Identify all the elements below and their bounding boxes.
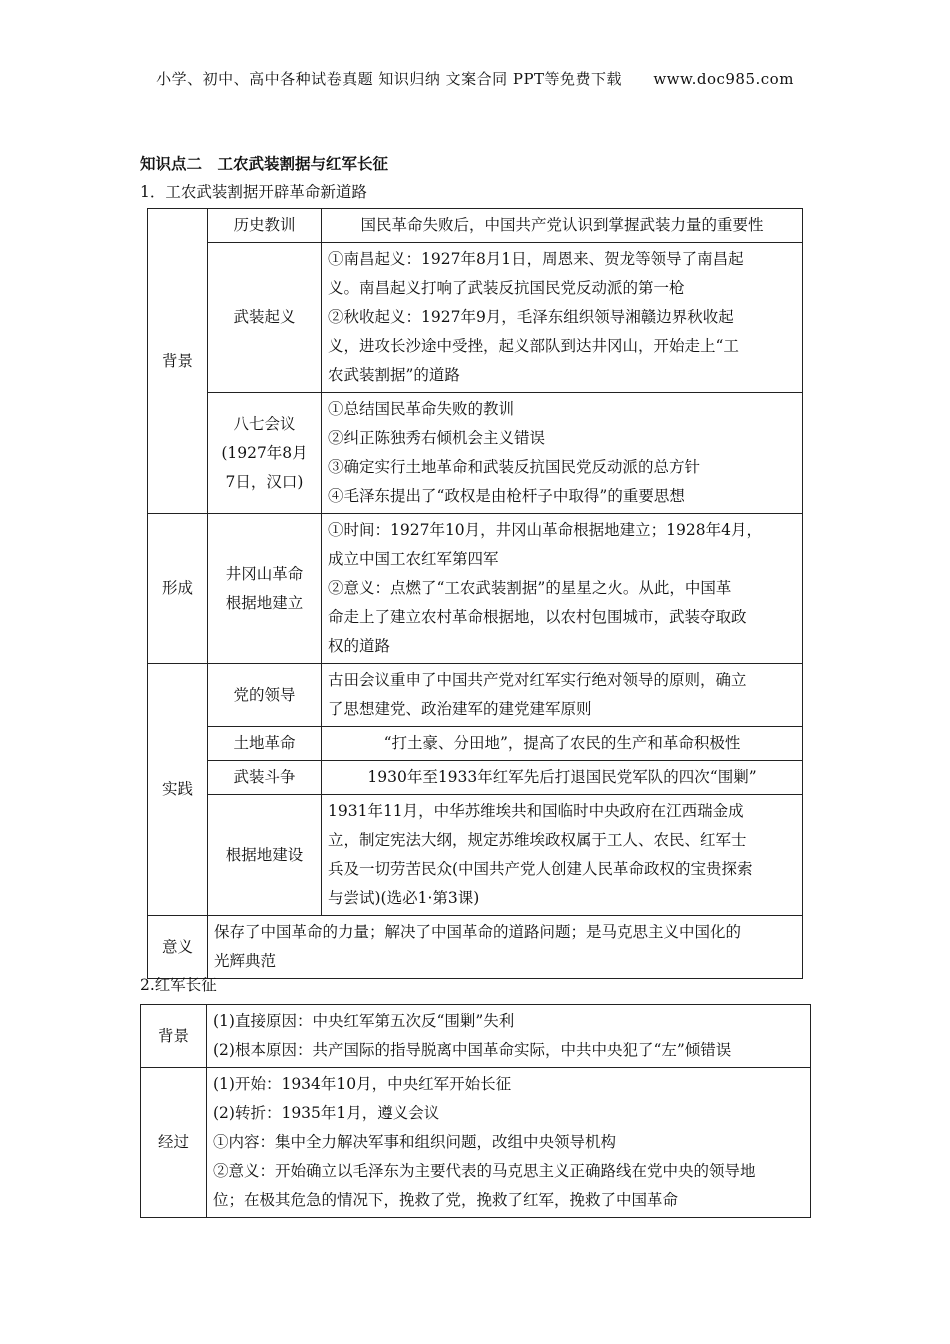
meeting-text [322,393,803,514]
text-line: 农武装割据”的道路 [328,366,460,384]
text-line: 1931年11月，中华苏维埃共和国临时中央政府在江西瑞金成 [328,802,744,820]
significance-text [208,916,803,979]
sub-base-building: 根据地建设 [208,795,322,916]
text-line: 根据地建立 [225,593,304,612]
table-armed-separatism [147,208,803,979]
text-line: 八七会议 [233,414,296,433]
base-text [322,795,803,916]
text-line: 位；在极其危急的情况下，挽救了党，挽救了红军，挽救了中国革命 [213,1191,679,1209]
text-line: ②意义：点燃了“工农武装割据”的星星之火。从此，中国革 [328,579,732,597]
text-line: 7日，汉口) [225,472,304,491]
part1-title: 1．工农武装割据开辟革命新道路 [140,183,367,201]
text-line: 兵及一切劳苦民众(中国共产党人创建人民革命政权的宝贵探索 [328,860,753,878]
lesson-text: 国民革命失败后，中国共产党认识到掌握武装力量的重要性 [322,209,803,243]
text-line: ②意义：开始确立以毛泽东为主要代表的马克思主义正确路线在党中央的领导地 [213,1162,756,1180]
table-row [148,664,803,727]
part2-title: 2.红军长征 [140,976,217,994]
sub-land-revolution: 土地革命 [208,727,322,761]
text-line: 保存了中国革命的力量；解决了中国革命的道路问题；是马克思主义中国化的 [214,923,742,941]
text-line: ①南昌起义：1927年8月1日，周恩来、贺龙等领导了南昌起 [328,250,744,268]
text-line: ③确定实行土地革命和武装反抗国民党反动派的总方针 [328,458,701,476]
table-row [148,514,803,664]
formation-text [322,514,803,664]
section-title: 知识点二 工农武装割据与红军长征 [140,154,389,173]
table-row [148,761,803,795]
category-process: 经过 [141,1068,207,1218]
text-line: (1)直接原因：中央红军第五次反“围剿”失利 [213,1012,515,1030]
table-row [141,1068,811,1218]
text-line: ①总结国民革命失败的教训 [328,400,515,418]
category-practice: 实践 [148,664,208,916]
sub-lesson: 历史教训 [208,209,322,243]
text-line: 成立中国工农红军第四军 [328,550,499,568]
category-significance: 意义 [148,916,208,979]
text-line: 古田会议重申了中国共产党对红军实行绝对领导的原则，确立 [328,671,747,689]
category-background: 背景 [148,209,208,514]
text-line: 了思想建党、政治建军的建党建军原则 [328,700,592,718]
text-line: 义。南昌起义打响了武装反抗国民党反动派的第一枪 [328,279,685,297]
text-line: (1927年8月 [221,443,308,462]
text-line: 立，制定宪法大纲，规定苏维埃政权属于工人、农民、红军士 [328,831,747,849]
sub-party-leadership: 党的领导 [208,664,322,727]
long-march-background-text [207,1005,811,1068]
table-row [148,243,803,393]
text-line: (2)根本原因：共产国际的指导脱离中国革命实际，中共中央犯了“左”倾错误 [213,1041,732,1059]
table-row [148,916,803,979]
sub-august7-meeting [208,393,322,514]
long-march-process-text [207,1068,811,1218]
text-line: ①内容：集中全力解决军事和组织问题，改组中央领导机构 [213,1133,617,1151]
sub-armed-struggle: 武装斗争 [208,761,322,795]
category-formation: 形成 [148,514,208,664]
table-row [148,727,803,761]
text-line: 光辉典范 [214,952,277,970]
text-line: ②纠正陈独秀右倾机会主义错误 [328,429,546,447]
text-line: (2)转折：1935年1月，遵义会议 [213,1104,440,1122]
header-site: www.doc985.com [653,70,794,88]
sub-uprising: 武装起义 [208,243,322,393]
text-line: 权的道路 [328,637,391,655]
text-line: 井冈山革命 [225,564,304,583]
table-row [141,1005,811,1068]
table-long-march [140,1004,811,1218]
text-line: (1)开始：1934年10月，中央红军开始长征 [213,1075,512,1093]
text-line: ④毛泽东提出了“政权是由枪杆子中取得”的重要思想 [328,487,685,505]
text-line: ②秋收起义：1927年9月，毛泽东组织领导湘赣边界秋收起 [328,308,734,326]
party-text [322,664,803,727]
text-line: 义，进攻长沙途中受挫，起义部队到达井冈山，开始走上“工 [328,337,739,355]
land-text: “打土豪、分田地”，提高了农民的生产和革命积极性 [322,727,803,761]
table-row [148,795,803,916]
text-line: 与尝试)(选必1·第3课) [328,889,480,907]
header-text: 小学、初中、高中各种试卷真题 知识归纳 文案合同 PPT等免费下载 [156,70,623,88]
sub-jinggangshan [208,514,322,664]
category-background: 背景 [141,1005,207,1068]
text-line: 命走上了建立农村革命根据地，以农村包围城市，武装夺取政 [328,608,747,626]
text-line: ①时间：1927年10月，井冈山革命根据地建立；1928年4月， [328,521,762,539]
page-header [0,68,950,89]
table-row [148,209,803,243]
uprising-text [322,243,803,393]
table-row [148,393,803,514]
armed-text: 1930年至1933年红军先后打退国民党军队的四次“围剿” [322,761,803,795]
